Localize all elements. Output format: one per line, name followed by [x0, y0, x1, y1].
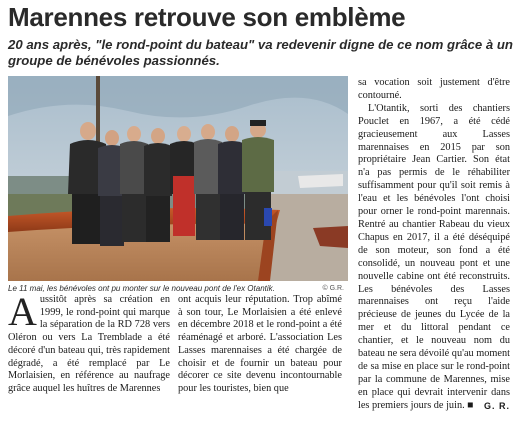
standfirst: 20 ans après, "le rond-point du bateau" va redevenir digne de ce nom grâce à un groupe de bénévoles passionnés. — [8, 37, 513, 68]
drop-cap: A — [8, 289, 37, 334]
body-text-col3-p2-text: L'Otantik, sorti des chantiers Pouclet en 1967, a été cédé gracieusement aux Lasses marennaises en 2015 par son propriétaire Jean Cartier. Son état n'a pas permis de le réhabiliter suffisamment pour qu'il soit remis à l'eau et les bénévoles l'ont choisi pour orner le rond-point marennais. Rentré au chantier Rabeau du vieux Chapus en 2017, il a été déséquipé de son moteur, son fond a été consolidé, un nouveau pont et une nouvelle cabine ont été reconstruits. Les bénévoles des Lasses marennaises ont reçu l'aide précieuse de jeunes du Lycée de la mer et du littoral pendant ce chantier, et le nouveau nom du bateau ne sera dévoilé qu'au moment de sa mise en place sur le rond-point par la commune de Marennes, mise en place qui devrait intervenir dans les premiers jours de juin. — [358, 102, 510, 411]
body-text-col1: ussitôt après sa création en 1999, le rond-point qui marque la séparation de la RD 728 vers Oléron ou vers La Tremblade a été décoré d'un bateau qui, très rapidement dégradé, a été remplacé par Le Morlaisien, en référence au naufrage grâce auquel les huîtres de Marennes — [8, 294, 170, 394]
body-column-2 — [178, 294, 342, 396]
body-text-col3-p2 — [358, 103, 510, 413]
photo-volunteers-on-boat — [8, 76, 348, 281]
body-column-3 — [358, 77, 510, 413]
body-column-1 — [8, 289, 170, 396]
caption-text: Le 11 mai, les bénévoles ont pu monter sur le nouveau pont de l'ex Otantik. — [8, 284, 275, 293]
article-photo — [8, 76, 348, 281]
end-mark-icon: ■ — [467, 399, 474, 411]
body-text-col2: ont acquis leur réputation. Trop abîmé à son tour, Le Morlaisien a été enlevé en décembre 2018 et le rond-point a été réaménagé et arboré. L'association Les Lasses marennaises a été chargée de choisir et de fournir un bateau pour décorer ce site devenu incontournable pour les touristes, bien que — [178, 294, 342, 394]
body-text-col3-p1: sa vocation soit justement d'être contourné. — [358, 77, 510, 101]
headline: Marennes retrouve son emblème — [8, 2, 406, 32]
author-signature: G. R. — [483, 400, 510, 411]
photo-credit: © G.R. — [322, 285, 344, 292]
photo-caption — [8, 283, 348, 294]
